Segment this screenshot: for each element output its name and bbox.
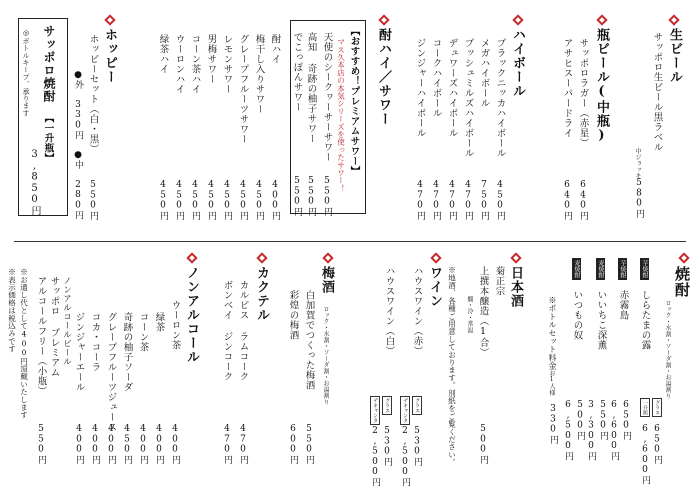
menu-item-name: グレープフルーツジュース — [105, 312, 117, 432]
non-alcohol-title: ノンアルコール — [184, 266, 199, 364]
highball-title: ハイボール — [510, 28, 525, 98]
menu-item-name: しらたまの露 — [639, 290, 651, 350]
menu-item-price: 580円 — [634, 178, 644, 219]
menu-item-price: 450円 — [190, 180, 200, 221]
menu-item-price: 550円 — [304, 424, 314, 465]
menu-item-price: 450円 — [495, 180, 505, 221]
menu-item-name: アルコールフリー（小瓶） — [35, 276, 47, 396]
section-diamond-icon — [430, 252, 441, 263]
menu-item-price: 640円 — [578, 180, 588, 221]
shochu-serve: ロック・水割・ソーダ割・お湯割り — [664, 300, 671, 400]
decanter-price: 2,500円 — [370, 426, 380, 487]
cocktail-title: カクテル — [254, 266, 269, 322]
glass-label: グラス — [414, 398, 420, 413]
menu-item-price: 470円 — [463, 180, 473, 221]
menu-item-name: コーン茶ハイ — [189, 34, 201, 94]
menu-item-price: 450円 — [158, 180, 168, 221]
menu-item-name: 高知 奇跡の柚子サワー — [305, 32, 317, 144]
premium-title: 【おすすめ！プレミアムサワー】 — [348, 26, 360, 176]
soto-label: 外 330円 — [73, 80, 83, 141]
menu-item-price: 450円 — [238, 180, 248, 221]
menu-item-price: 750円 — [479, 180, 489, 221]
menu-item-price: 640円 — [562, 180, 572, 221]
menu-item-price: 400円 — [270, 180, 280, 221]
bottle-label: 一升瓶 — [642, 400, 648, 415]
menu-item-name: コーン茶 — [137, 312, 149, 352]
menu-item-name: 酎ハイ — [269, 34, 281, 64]
menu-item-price: 600円 — [288, 424, 298, 465]
menu-item-name: 梅干し入りサワー — [253, 34, 265, 114]
menu-item-price: 450円 — [222, 180, 232, 221]
bottle-price: 3,300円 — [586, 400, 596, 461]
menu-item-name: 緑茶ハイ — [157, 34, 169, 74]
menu-item-price: 550円 — [88, 180, 98, 221]
glass-price: 550円 — [598, 400, 608, 441]
sake-brand: 菊正宗 — [493, 266, 505, 296]
menu-item-name: ハウスワイン（白） — [383, 266, 395, 356]
menu-item-price: 400円 — [138, 424, 148, 465]
bottle-keep-note: ◎ボトルキープ、承ります — [22, 29, 30, 117]
naka-label: 中 280円 — [73, 160, 83, 221]
menu-item-name: コークハイボール — [430, 38, 442, 118]
menu-item-price: 400円 — [170, 424, 180, 465]
menu-item-name: アサヒスーパードライ — [561, 38, 573, 138]
section-diamond-icon — [186, 252, 197, 263]
menu-item-name: 天使のシークヮーサーサワー — [321, 32, 333, 162]
section-divider — [14, 241, 686, 242]
shochu-box-title: サッポロ焼酎 — [42, 25, 56, 103]
menu-item-name: ハウスワイン（赤） — [411, 266, 423, 356]
shochu-box-price: 3,850円 — [29, 149, 40, 216]
menu-item-name: サッポロラガー（赤星） — [577, 38, 589, 148]
hoppy-soto-price — [73, 70, 82, 140]
glass-price: 650円 — [652, 424, 662, 465]
menu-item-price: 450円 — [174, 180, 184, 221]
decanter-label: デキャンタ — [402, 398, 408, 423]
otoshi-note: ※お通し代として400円頂戴いたします — [19, 268, 29, 419]
menu-item-name: ウーロンハイ — [173, 34, 185, 94]
menu-item-name: 奇跡の柚子ソーダ — [121, 312, 133, 392]
section-diamond-icon — [596, 14, 607, 25]
menu-item-name: 白加賀でつくった梅酒 — [303, 290, 315, 390]
menu-item-name: ホッピーセット（白・黒） — [87, 34, 99, 154]
shochu-type-tag: 麦焼酎 — [573, 260, 580, 278]
bottle-price: 6,600円 — [640, 424, 650, 485]
section-diamond-icon — [256, 252, 267, 263]
tax-note: ※表示価格は税込みです — [7, 268, 17, 353]
menu-item-price: 450円 — [206, 180, 216, 221]
menu-item-price: 550円 — [306, 176, 316, 217]
nama-beer-title: 生ビール — [667, 28, 682, 84]
menu-item-price: 550円 — [36, 424, 46, 465]
bottle-beer-title: 瓶ビール(中瓶) — [594, 28, 609, 144]
menu-item-name: サッポロ生ビール黒ラベル — [651, 32, 663, 152]
menu-item-name: ジンジャーエール — [73, 312, 85, 392]
menu-item-price: 450円 — [122, 424, 132, 465]
menu-item-name: レモンサワー — [221, 34, 233, 94]
sake-serve: 燗・冷・常温 — [466, 296, 473, 334]
menu-item-name: 彩煌の梅酒 — [287, 290, 299, 340]
menu-item-name: いつもの奴 — [571, 290, 583, 340]
glass-price: 500円 — [575, 400, 585, 441]
menu-item-name: ブラックニッカハイボール — [494, 38, 506, 158]
menu-item-price: 470円 — [431, 180, 441, 221]
menu-item-price: 400円 — [106, 424, 116, 465]
menu-item-name: ノンアルコールビール — [61, 276, 72, 366]
menu-item-price: 550円 — [322, 176, 332, 217]
section-diamond-icon — [678, 252, 689, 263]
hoppy-title: ホッピー — [102, 28, 117, 84]
black-circle-icon: ● — [73, 150, 83, 161]
hoppy-naka-price — [73, 150, 82, 220]
umeshu-title: 梅酒 — [319, 266, 334, 294]
section-diamond-icon — [322, 252, 333, 263]
menu-item-name: 緑茶 — [153, 312, 165, 332]
glass-price: 650円 — [621, 400, 631, 441]
menu-item-name: でこっぽんサワー — [291, 32, 303, 112]
sapporo-shochu-box — [18, 18, 68, 216]
section-diamond-icon — [378, 14, 389, 25]
chuhai-title: 酎ハイ／サワー — [376, 28, 391, 126]
wine-title: ワイン — [427, 266, 442, 308]
bottle-set-price: 330円 — [548, 404, 558, 445]
size-label: 中ジョッキ — [634, 148, 641, 179]
menu-item-name: コカ・コーラ — [89, 312, 101, 372]
menu-item-price: 400円 — [90, 424, 100, 465]
menu-item-price: 470円 — [238, 424, 248, 465]
menu-item-price: 470円 — [415, 180, 425, 221]
sake-note: ※地酒、各種ご用意しております。別紙をご覧ください。 — [447, 266, 457, 467]
menu-item-name: 男梅サワー — [205, 34, 217, 84]
shochu-title: 焼酎 — [673, 266, 691, 298]
menu-item-price: 470円 — [447, 180, 457, 221]
menu-item-price: 400円 — [74, 424, 84, 465]
glass-label: グラス — [384, 398, 390, 413]
menu-item-price: 450円 — [254, 180, 264, 221]
premium-note: マス久本店の本気シリーズを使ったサワー！ — [336, 38, 346, 192]
menu-item-name: いいちこ深薫 — [595, 290, 607, 350]
black-circle-icon: ● — [73, 70, 83, 81]
menu-item-name: グレープフルーツサワー — [237, 34, 249, 144]
bottle-set-note: ※ボトルセット料金 — [548, 296, 557, 370]
glass-price: 530円 — [382, 426, 392, 467]
section-diamond-icon — [104, 14, 115, 25]
glass-price: 530円 — [412, 426, 422, 467]
shochu-box-size: 【一升瓶】 — [42, 113, 54, 163]
glass-label: グラス — [654, 400, 660, 415]
bottle-price: 6,500円 — [563, 400, 573, 461]
menu-item-name: サッポロ プレミアム — [48, 276, 60, 378]
shochu-type-tag: 麦焼酎 — [597, 260, 604, 278]
decanter-price: 2,500円 — [400, 426, 410, 487]
section-diamond-icon — [512, 14, 523, 25]
shochu-type-tag: 芋焼酎 — [619, 260, 626, 278]
sake-title: 日本酒 — [508, 266, 523, 308]
menu-item-price: 550円 — [292, 176, 302, 217]
menu-item-name: デュワーズハイボール — [446, 38, 458, 138]
umeshu-serve: ロック・水割・ソーダ割・お湯割り — [322, 306, 329, 406]
menu-item-price: 400円 — [154, 424, 164, 465]
section-diamond-icon — [668, 14, 679, 25]
menu-item-name: ボンベイ ジンコーク — [221, 280, 233, 382]
bottle-price: 6,600円 — [609, 400, 619, 461]
bottle-set-label: お1人様 — [548, 370, 555, 396]
menu-item-name: メガハイボール — [478, 38, 490, 108]
decanter-label: デキャンタ — [372, 398, 378, 423]
menu-item-name: ジンジャーハイボール — [414, 38, 426, 138]
menu-item-name: ブッシュミルズハイボール — [462, 38, 474, 158]
menu-item-name: ウーロン茶 — [169, 300, 181, 350]
menu-item-name: カルピス ラムコーク — [237, 280, 249, 382]
menu-item-price: 470円 — [222, 424, 232, 465]
menu-item-price: 500円 — [478, 424, 488, 465]
section-diamond-icon — [510, 252, 521, 263]
shochu-type-tag: 芋焼酎 — [641, 260, 648, 278]
menu-item-name: 赤霧島 — [617, 290, 629, 320]
menu-item-name: 上撰本醸造（1合） — [477, 266, 489, 358]
